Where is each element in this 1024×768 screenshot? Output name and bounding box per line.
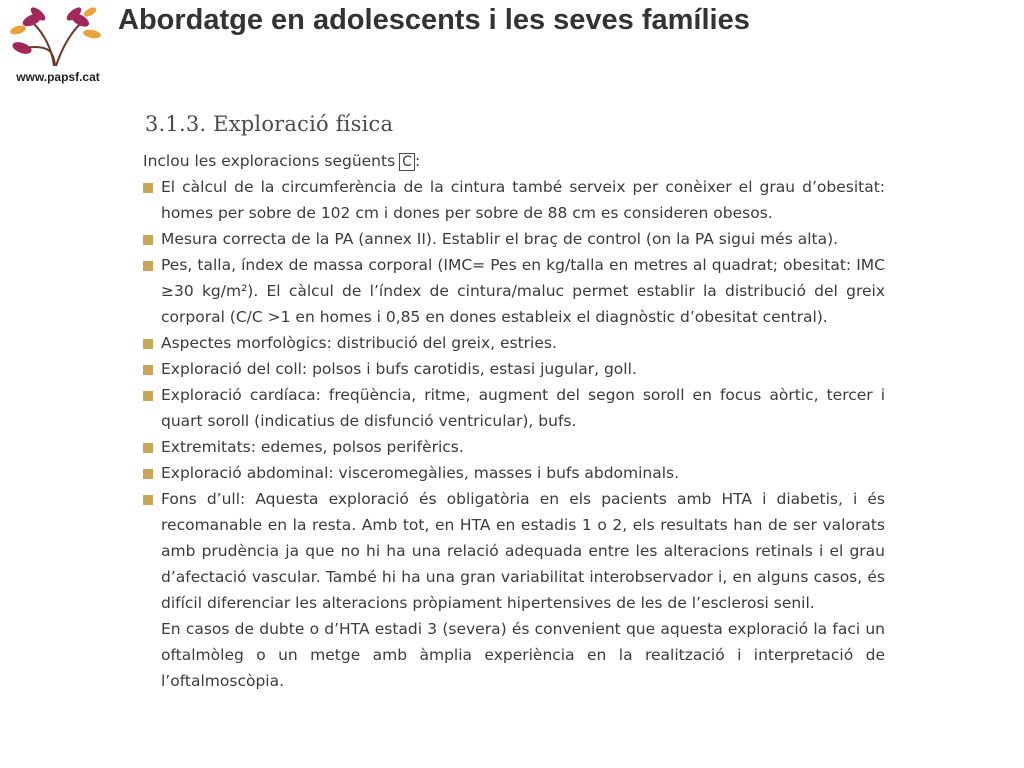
square-bullet-icon	[143, 235, 153, 245]
list-item-text: Aspectes morfològics: distribució del greix, estries.	[161, 334, 557, 352]
list-item	[143, 382, 885, 434]
square-bullet-icon	[143, 495, 153, 505]
square-bullet-icon	[143, 443, 153, 453]
logo-url: www.papsf.cat	[16, 70, 100, 84]
list-item	[143, 226, 885, 252]
square-bullet-icon	[143, 469, 153, 479]
square-bullet-icon	[143, 365, 153, 375]
exploration-list	[143, 174, 885, 616]
evidence-badge: C	[399, 153, 415, 171]
list-item-text: Exploració abdominal: visceromegàlies, masses i bufs abdominals.	[161, 464, 680, 482]
list-item-text: Mesura correcta de la PA (annex II). Establir el braç de control (on la PA sigui més alta).	[161, 230, 839, 248]
list-item-text: Pes, talla, índex de massa corporal (IMC= Pes en kg/talla en metres al quadrat; obesitat: IMC ≥30 kg/m²). El càlcul de l’índex de cintura/maluc permet establir la distribució del greix corporal (C/C >1 en homes i 0,85 en dones estableix el diagnòstic d’obesitat central).	[161, 256, 885, 326]
list-item	[143, 252, 885, 330]
slide-title: Abordatge en adolescents i les seves famílies	[118, 4, 750, 36]
intro-colon: :	[414, 152, 421, 170]
list-item	[143, 486, 885, 616]
list-item	[143, 460, 885, 486]
intro-text: Inclou les exploracions següents	[143, 152, 396, 170]
list-item-text: Extremitats: edemes, polsos perifèrics.	[161, 438, 464, 456]
intro-line	[143, 148, 885, 174]
papsf-logo	[4, 4, 108, 86]
list-item-text: Fons d’ull: Aquesta exploració és obligatòria en els pacients amb HTA i diabetis, i és recomanable en la resta. Amb tot, en HTA en estadis 1 o 2, els resultats han de ser valorats amb prudència ja que no hi ha una relació adequada entre les alteracions retinals i el grau d’afectació vascular. També hi ha una gran variabilitat interobservador i, en alguns casos, és difícil diferenciar les alteracions pròpiament hipertensives de les de l’esclerosi senil.	[161, 490, 885, 612]
list-item	[143, 330, 885, 356]
square-bullet-icon	[143, 261, 153, 271]
list-item	[143, 174, 885, 226]
flower-logo-icon	[4, 4, 108, 70]
section-heading: 3.1.3. Exploració física	[145, 112, 394, 136]
square-bullet-icon	[143, 183, 153, 193]
list-item-text: Exploració del coll: polsos i bufs carotidis, estasi jugular, goll.	[161, 360, 637, 378]
list-item-text: Exploració cardíaca: freqüència, ritme, augment del segon soroll en focus aòrtic, tercer i quart soroll (indicatius de disfunció ventricular), bufs.	[161, 386, 885, 430]
list-item-text: El càlcul de la circumferència de la cintura també serveix per conèixer el grau d’obesitat: homes per sobre de 102 cm i dones per sobre de 88 cm es consideren obesos.	[161, 178, 885, 222]
fundus-followup-paragraph: En casos de dubte o d’HTA estadi 3 (severa) és convenient que aquesta exploració la faci un oftalmòleg o un metge amb àmplia experiència en la realització i interpretació de l’oftalmoscòpia.	[161, 620, 885, 690]
document-body	[143, 112, 885, 694]
square-bullet-icon	[143, 391, 153, 401]
list-item	[143, 434, 885, 460]
list-item	[143, 356, 885, 382]
square-bullet-icon	[143, 339, 153, 349]
